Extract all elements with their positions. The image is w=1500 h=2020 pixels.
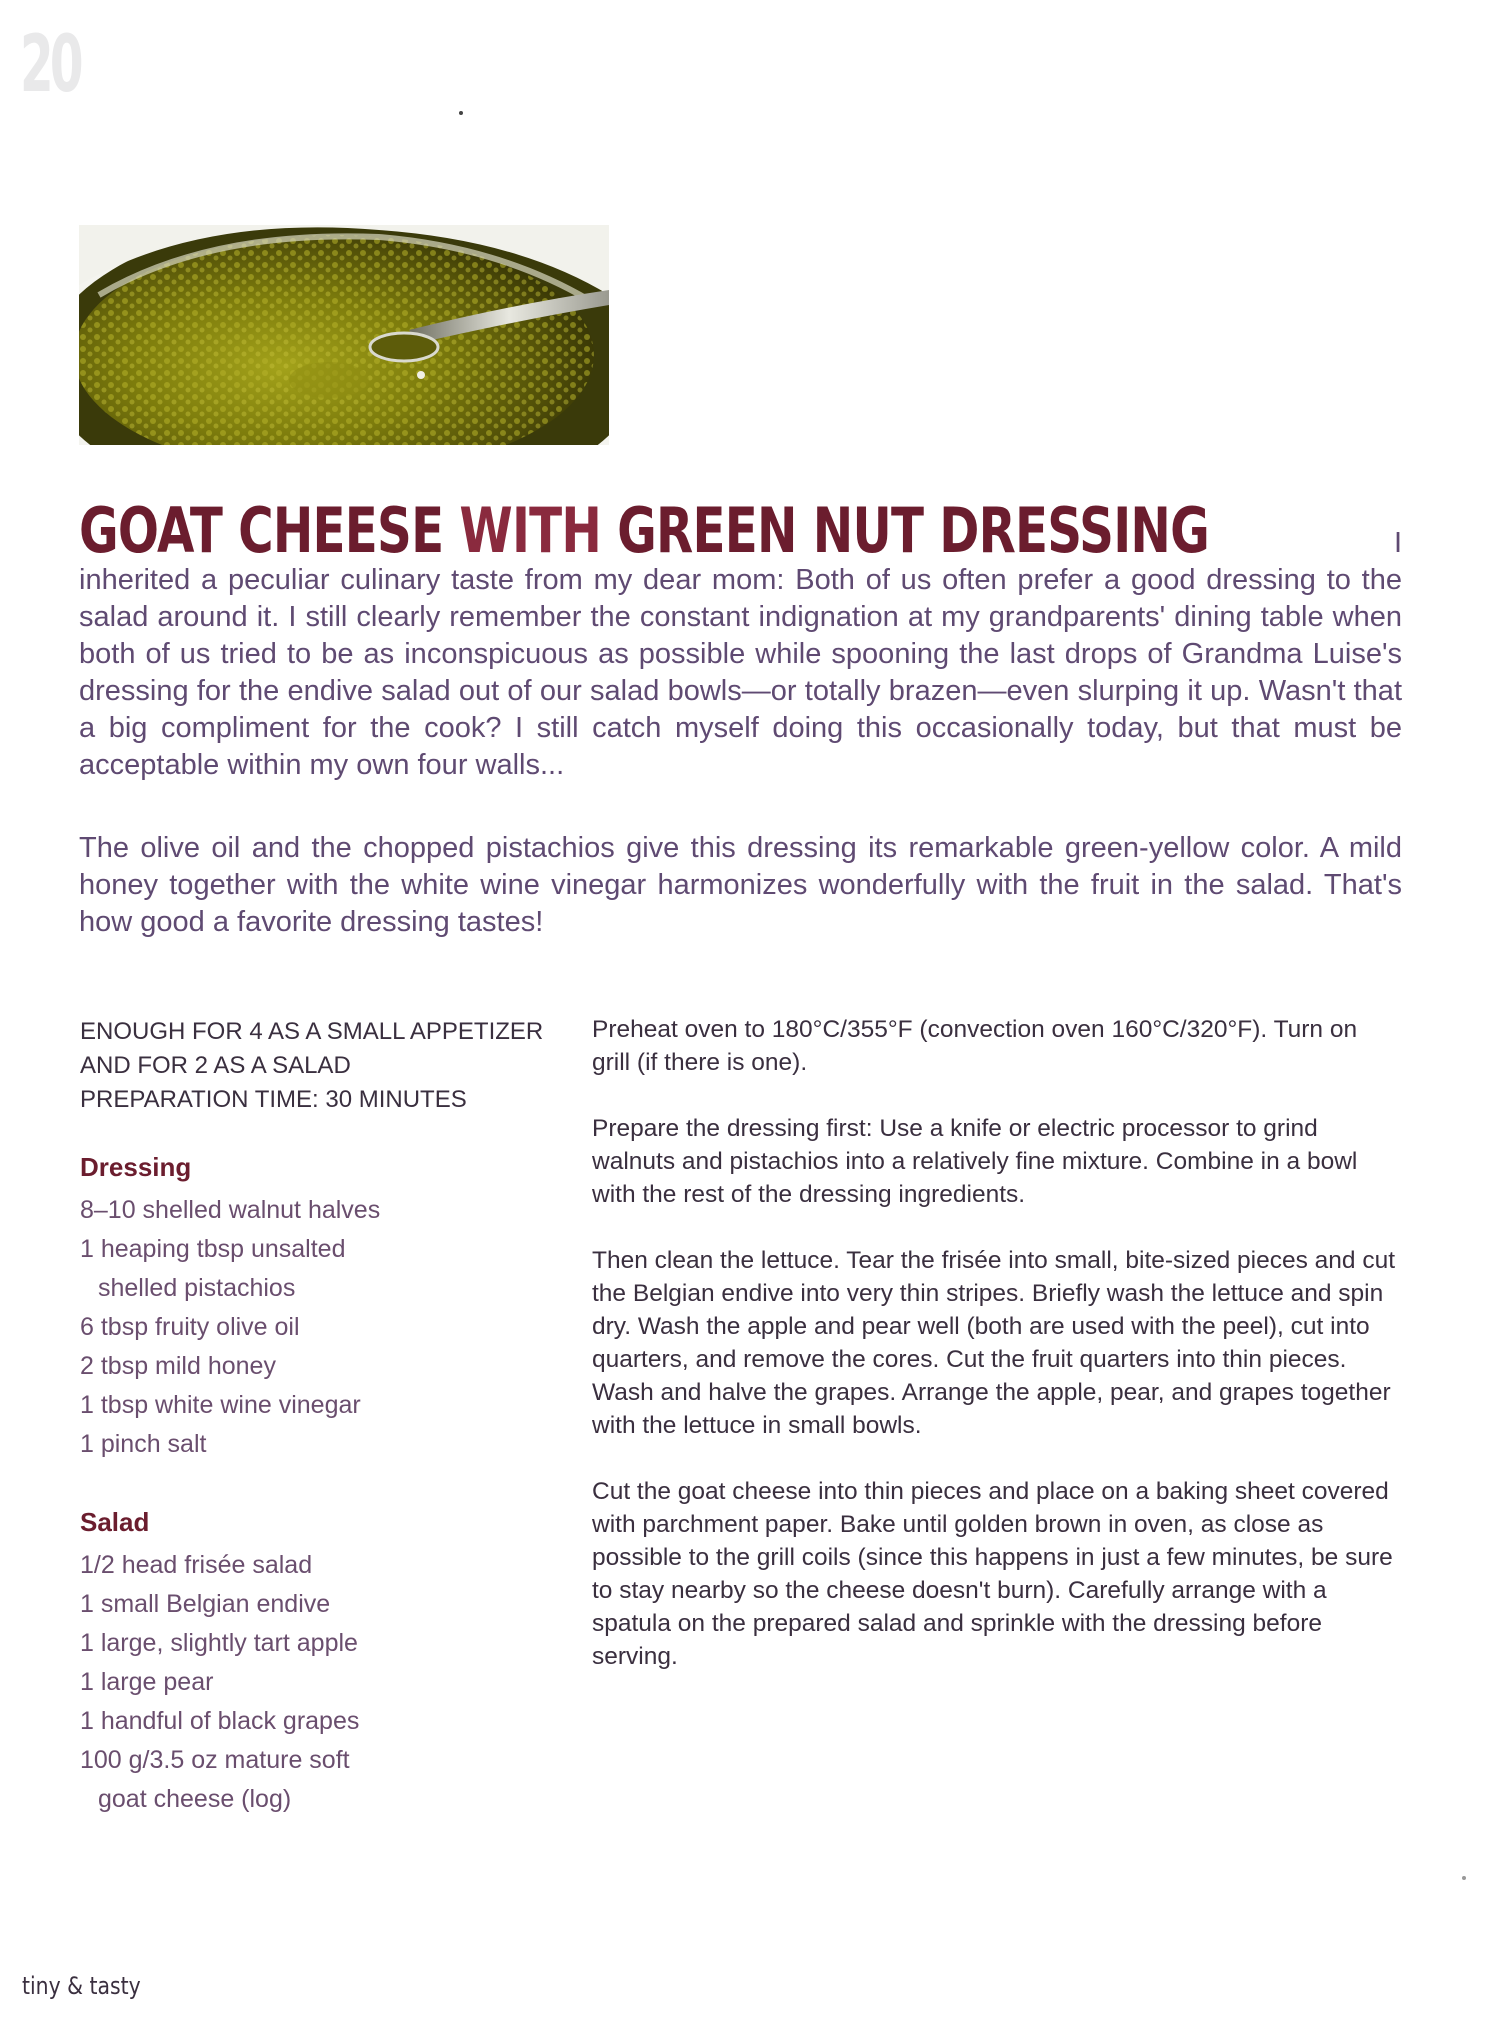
ingredient-item: 2 tbsp mild honey — [80, 1352, 276, 1380]
salad-ingredient-list — [80, 1546, 500, 1819]
method-step: Preheat oven to 180°C/355°F (convection oven 160°C/320°F). Turn on grill (if there is one). — [592, 1016, 1358, 1076]
ingredient-item: 1 tbsp white wine vinegar — [80, 1391, 361, 1419]
title-part-2: WITH — [459, 494, 602, 567]
intro-paragraph-1 — [79, 494, 1402, 784]
recipe-title — [79, 494, 1210, 567]
scan-speck — [1462, 1876, 1466, 1880]
ingredient-item: 8–10 shelled walnut halves — [80, 1196, 381, 1224]
ingredient-item: 1 handful of black grapes — [80, 1707, 360, 1735]
page-number: 20 — [20, 20, 80, 110]
dressing-photo — [79, 225, 609, 445]
ingredient-item: 6 tbsp fruity olive oil — [80, 1313, 300, 1341]
title-part-3: GREEN NUT DRESSING — [617, 494, 1210, 567]
scan-speck — [459, 111, 463, 115]
dressing-heading: Dressing — [80, 1152, 192, 1182]
dressing-ingredient-list — [80, 1191, 500, 1464]
ingredient-item: 1 large, slightly tart apple — [80, 1629, 358, 1657]
ingredient-item: 1/2 head frisée salad — [80, 1551, 313, 1579]
servings-line-1: ENOUGH FOR 4 AS A SMALL APPETIZER — [80, 1018, 544, 1045]
salad-heading: Salad — [80, 1507, 150, 1537]
ingredient-item: 1 large pear — [80, 1668, 214, 1696]
method-step: Prepare the dressing first: Use a knife or electric processor to grind walnuts and pistachios into a relatively fine mixture. Combine in a bowl with the rest of the dressing ingredients. — [592, 1115, 1358, 1208]
intro-text-1: I inherited a peculiar culinary taste from my dear mom: Both of us often prefer a good dressing to the salad around it. I still clearly remember the constant indignation at my grandparents' dining table when both of us tried to be as inconspicuous as possible while spooning the last drops of Grandma Luise's dressing for the endive salad out of our salad bowls—or totally brazen—even slurping it up. Wasn't that a big compliment for the cook? I still catch myself doing this occasionally today, but that must be acceptable within my own four walls... — [79, 527, 1402, 781]
method-step: Then clean the lettuce. Tear the frisée into small, bite-sized pieces and cut the Belgian endive into very thin stripes. Briefly wash the lettuce and spin dry. Wash the apple and pear well (both are used with the peel), cut into quarters, and remove the cores. Cut the fruit quarters into thin pieces. Wash and halve the grapes. Arrange the apple, pear, and grapes together with the lettuce in small bowls. — [592, 1247, 1396, 1439]
prep-time: PREPARATION TIME: 30 MINUTES — [80, 1086, 467, 1113]
dressing-bowl-image — [79, 225, 609, 445]
ingredient-item: 1 heaping tbsp unsalted shelled pistachios — [80, 1235, 346, 1302]
servings-line-2: AND FOR 2 AS A SALAD — [80, 1052, 351, 1079]
book-title-footer: tiny & tasty — [22, 1972, 141, 2000]
method-steps — [592, 1013, 1397, 1706]
title-part-1: GOAT CHEESE — [79, 494, 444, 567]
intro-paragraph-2: The olive oil and the chopped pistachios give this dressing its remarkable green-yellow color. A mild honey together with the white wine vinegar harmonizes wonderfully with the fruit in the salad. That's how good a favorite dressing tastes! — [79, 832, 1402, 938]
method-step: Cut the goat cheese into thin pieces and place on a baking sheet covered with parchment paper. Bake until golden brown in oven, as close as possible to the grill coils (since this happens in just a few minutes, be sure to stay nearby so the cheese doesn't burn). Carefully arrange with a spatula on the prepared salad and sprinkle with the dressing before serving. — [592, 1478, 1393, 1670]
ingredient-item: 100 g/3.5 oz mature soft goat cheese (log) — [80, 1746, 350, 1813]
ingredient-item: 1 pinch salt — [80, 1430, 207, 1458]
servings-block — [80, 1015, 560, 1117]
ingredient-item: 1 small Belgian endive — [80, 1590, 331, 1618]
